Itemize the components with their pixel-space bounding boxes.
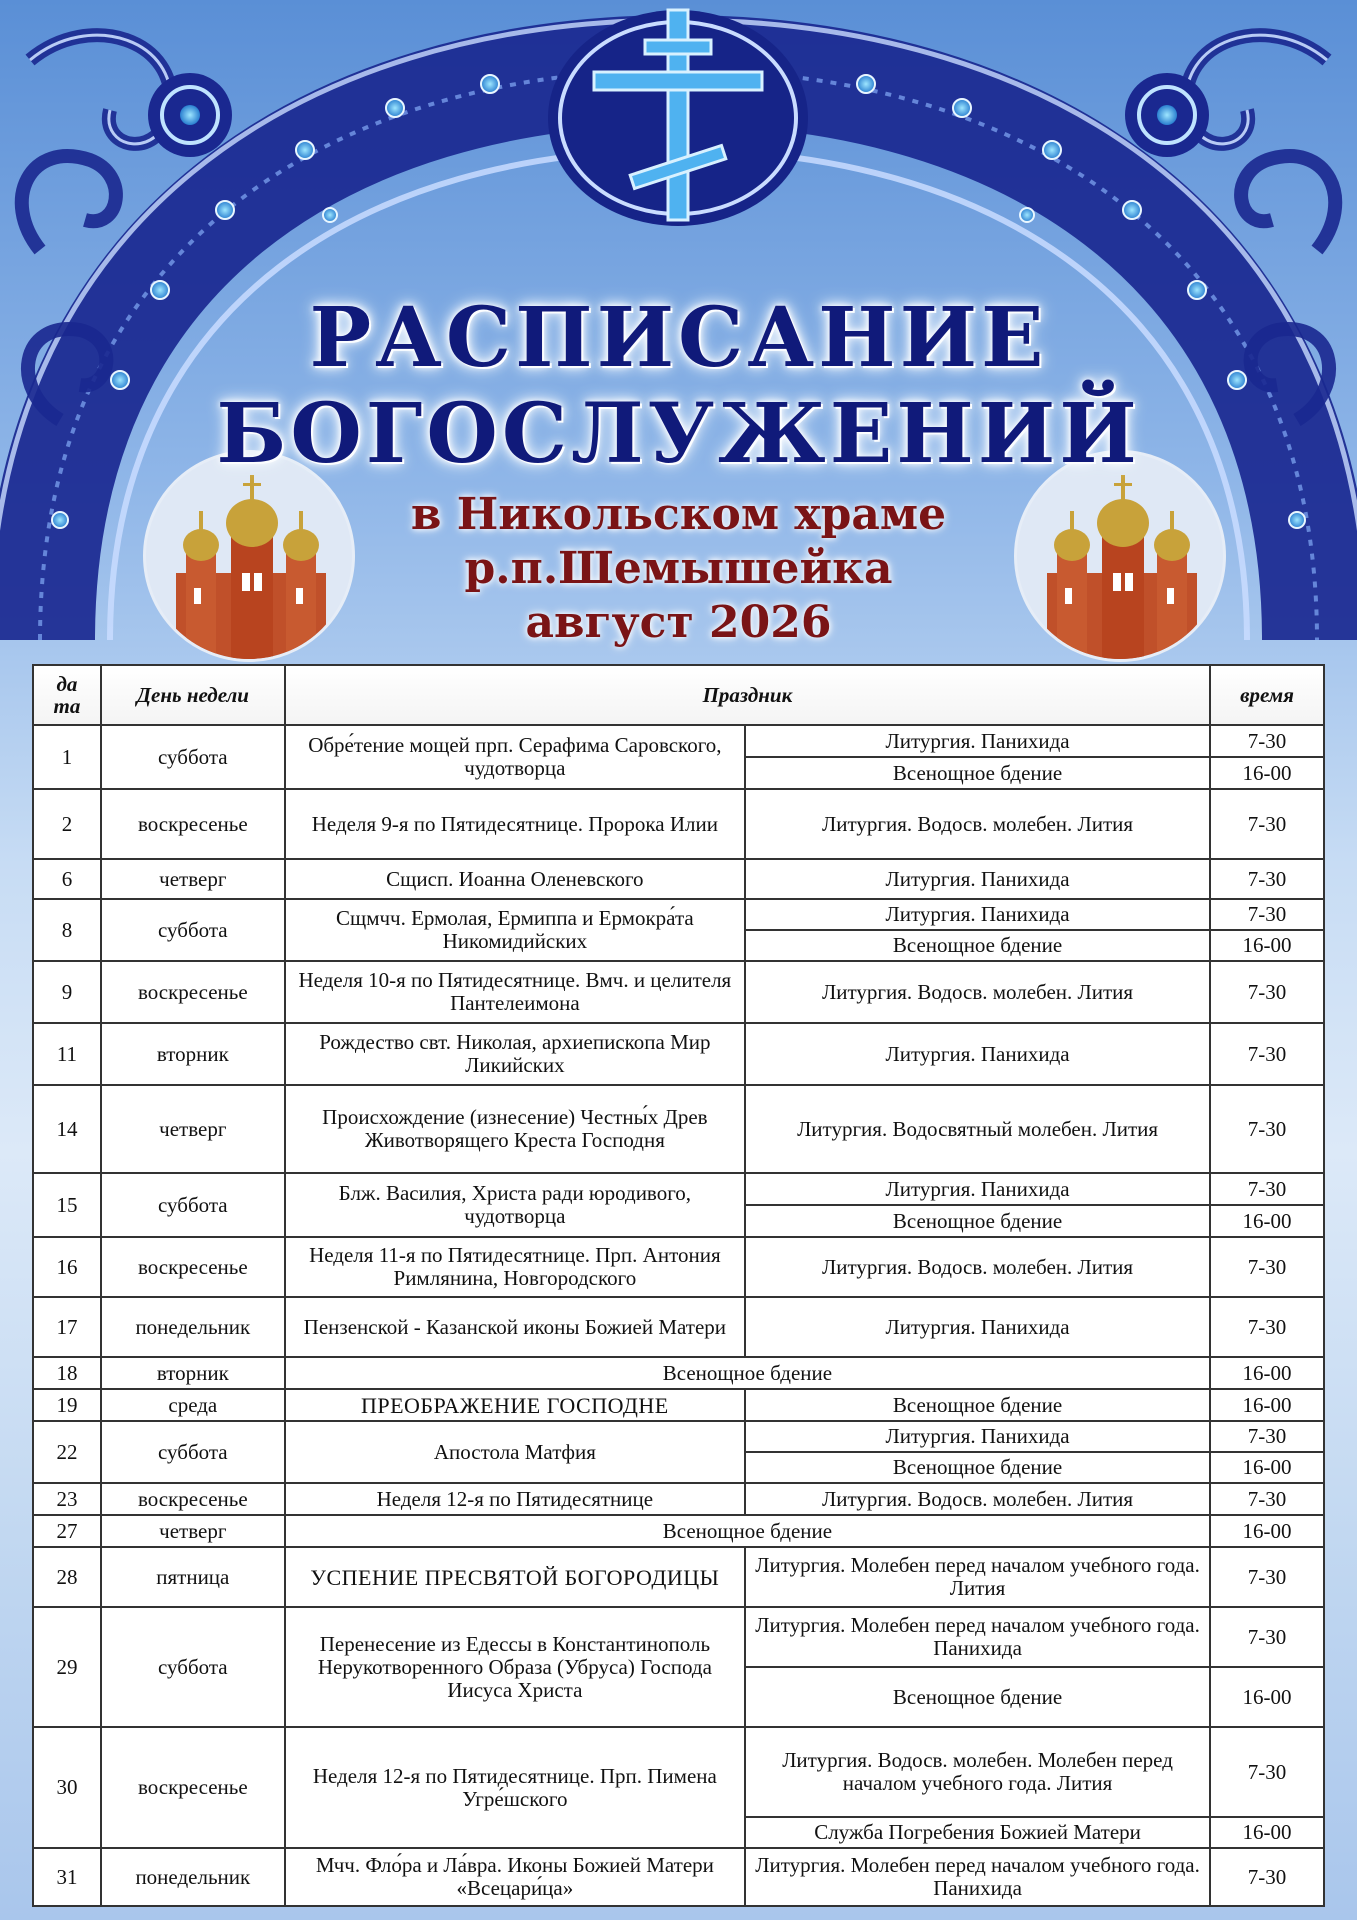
schedule-table <box>32 664 1325 1907</box>
cell-day: пятница <box>101 1547 285 1607</box>
cell-feast: Неделя 9-я по Пятидесятнице. Пророка Илии <box>285 789 745 859</box>
cell-day: воскресенье <box>101 1483 285 1515</box>
table-row <box>33 1421 1324 1452</box>
table-header-row <box>33 665 1324 725</box>
cell-service: Литургия. Панихида <box>745 859 1210 899</box>
cell-feast: Обре́тение мощей прп. Серафима Саровского, чудотворца <box>285 725 745 789</box>
cell-day: суббота <box>101 1173 285 1237</box>
table-row <box>33 725 1324 757</box>
cell-day: вторник <box>101 1357 285 1389</box>
cell-date: 17 <box>33 1297 101 1357</box>
cell-time: 7-30 <box>1210 1297 1324 1357</box>
cell-date: 16 <box>33 1237 101 1297</box>
table-row <box>33 1848 1324 1906</box>
cell-time: 16-00 <box>1210 1817 1324 1848</box>
table-row <box>33 1727 1324 1817</box>
cell-date: 1 <box>33 725 101 789</box>
header-day: День недели <box>101 665 285 725</box>
cell-time: 16-00 <box>1210 1389 1324 1421</box>
cell-day: суббота <box>101 899 285 961</box>
cell-service: Литургия. Молебен перед началом учебного года. Панихида <box>745 1848 1210 1906</box>
cell-feast: Блж. Василия, Христа ради юродивого, чудотворца <box>285 1173 745 1237</box>
church-name: в Никольском храме <box>410 489 947 540</box>
cell-day: воскресенье <box>101 961 285 1023</box>
cell-time: 7-30 <box>1210 725 1324 757</box>
cell-feast: Перенесение из Едессы в Константинополь Нерукотворенного Образа (Убруса) Господа Иисуса Христа <box>285 1607 745 1727</box>
cell-feast: Неделя 10-я по Пятидесятнице. Вмч. и целителя Пантелеимона <box>285 961 745 1023</box>
cell-time: 16-00 <box>1210 1357 1324 1389</box>
cell-time: 7-30 <box>1210 899 1324 930</box>
cell-feast: Пензенской - Казанской иконы Божией Матери <box>285 1297 745 1357</box>
cell-day: суббота <box>101 1607 285 1727</box>
cell-time: 7-30 <box>1210 1023 1324 1085</box>
cell-date: 22 <box>33 1421 101 1483</box>
header-date: да та <box>33 665 101 725</box>
cell-date: 19 <box>33 1389 101 1421</box>
cell-service: Литургия. Водосв. молебен. Лития <box>745 1483 1210 1515</box>
cell-service: Всенощное бдение <box>745 930 1210 961</box>
cell-time: 7-30 <box>1210 1421 1324 1452</box>
cell-feast: Происхождение (изнесение) Честны́х Древ Животворящего Креста Господня <box>285 1085 745 1173</box>
cell-time: 16-00 <box>1210 930 1324 961</box>
table-row <box>33 1173 1324 1205</box>
cell-day: четверг <box>101 859 285 899</box>
cell-date: 15 <box>33 1173 101 1237</box>
cell-time: 7-30 <box>1210 1483 1324 1515</box>
cell-service-merged: Всенощное бдение <box>285 1515 1210 1547</box>
cell-day: понедельник <box>101 1848 285 1906</box>
cell-feast: Мчч. Фло́ра и Ла́вра. Иконы Божией Матери «Всецари́ца» <box>285 1848 745 1906</box>
cell-time: 7-30 <box>1210 1727 1324 1817</box>
cell-feast: Сщмчч. Ермолая, Ермиппа и Ермокра́та Никомидийских <box>285 899 745 961</box>
cell-date: 28 <box>33 1547 101 1607</box>
table-row <box>33 789 1324 859</box>
table-row <box>33 1389 1324 1421</box>
cell-day: воскресенье <box>101 1237 285 1297</box>
cell-service: Литургия. Водосв. молебен. Молебен перед началом учебного года. Лития <box>745 1727 1210 1817</box>
cell-service: Всенощное бдение <box>745 1205 1210 1237</box>
cell-date: 8 <box>33 899 101 961</box>
page-title-line2: БОГОСЛУЖЕНИЙ <box>216 386 1141 482</box>
cell-day: понедельник <box>101 1297 285 1357</box>
cell-time: 16-00 <box>1210 1452 1324 1483</box>
cell-service: Литургия. Панихида <box>745 1421 1210 1452</box>
cell-time: 7-30 <box>1210 1237 1324 1297</box>
cell-time: 7-30 <box>1210 1085 1324 1173</box>
header-banner <box>0 0 1357 662</box>
header-time: время <box>1210 665 1324 725</box>
cell-service: Литургия. Панихида <box>745 1173 1210 1205</box>
cell-date: 11 <box>33 1023 101 1085</box>
cell-feast: Неделя 11-я по Пятидесятнице. Прп. Антония Римлянина, Новгородского <box>285 1237 745 1297</box>
cell-time: 7-30 <box>1210 1848 1324 1906</box>
cell-time: 7-30 <box>1210 961 1324 1023</box>
cell-date: 31 <box>33 1848 101 1906</box>
cell-feast: Неделя 12-я по Пятидесятнице. Прп. Пимена Угре́шского <box>285 1727 745 1848</box>
table-row <box>33 1023 1324 1085</box>
cell-date: 29 <box>33 1607 101 1727</box>
table-row <box>33 1357 1324 1389</box>
cell-time: 7-30 <box>1210 859 1324 899</box>
cell-feast: ПРЕОБРАЖЕНИЕ ГОСПОДНЕ <box>285 1389 745 1421</box>
cell-date: 14 <box>33 1085 101 1173</box>
cell-day: четверг <box>101 1515 285 1547</box>
title-block <box>0 290 1357 650</box>
cell-time: 7-30 <box>1210 1173 1324 1205</box>
cell-service: Всенощное бдение <box>745 1389 1210 1421</box>
cell-time: 7-30 <box>1210 1607 1324 1667</box>
table-row <box>33 859 1324 899</box>
table-row <box>33 1547 1324 1607</box>
cell-service: Литургия. Водосвятный молебен. Лития <box>745 1085 1210 1173</box>
cell-day: воскресенье <box>101 789 285 859</box>
cell-service: Литургия. Молебен перед началом учебного года. Лития <box>745 1547 1210 1607</box>
cell-feast: УСПЕНИЕ ПРЕСВЯТОЙ БОГОРОДИЦЫ <box>285 1547 745 1607</box>
cell-feast: Апостола Матфия <box>285 1421 745 1483</box>
cell-date: 9 <box>33 961 101 1023</box>
cell-time: 16-00 <box>1210 1205 1324 1237</box>
cell-service-merged: Всенощное бдение <box>285 1357 1210 1389</box>
cell-service: Всенощное бдение <box>745 757 1210 789</box>
cell-service: Литургия. Панихида <box>745 1023 1210 1085</box>
table-row <box>33 1237 1324 1297</box>
cell-date: 27 <box>33 1515 101 1547</box>
cell-day: суббота <box>101 1421 285 1483</box>
cell-day: суббота <box>101 725 285 789</box>
table-row <box>33 1515 1324 1547</box>
table-row <box>33 1483 1324 1515</box>
table-row <box>33 1607 1324 1667</box>
cell-service: Всенощное бдение <box>745 1667 1210 1727</box>
cell-feast: Сщисп. Иоанна Оленевского <box>285 859 745 899</box>
cell-service: Литургия. Панихида <box>745 899 1210 930</box>
cell-time: 16-00 <box>1210 1667 1324 1727</box>
cell-time: 16-00 <box>1210 1515 1324 1547</box>
cell-service: Литургия. Молебен перед началом учебного года. Панихида <box>745 1607 1210 1667</box>
cell-service: Литургия. Водосв. молебен. Лития <box>745 961 1210 1023</box>
cell-feast: Неделя 12-я по Пятидесятнице <box>285 1483 745 1515</box>
locality-name: р.п.Шемышейка <box>464 543 893 594</box>
cell-date: 18 <box>33 1357 101 1389</box>
cell-date: 6 <box>33 859 101 899</box>
cell-date: 30 <box>33 1727 101 1848</box>
table-row <box>33 1085 1324 1173</box>
cell-date: 23 <box>33 1483 101 1515</box>
cell-date: 2 <box>33 789 101 859</box>
header-feast: Праздник <box>285 665 1210 725</box>
table-row <box>33 1297 1324 1357</box>
table-row <box>33 961 1324 1023</box>
cell-day: четверг <box>101 1085 285 1173</box>
cell-day: воскресенье <box>101 1727 285 1848</box>
page-title-line1: РАСПИСАНИЕ <box>309 290 1048 386</box>
cell-service: Литургия. Водосв. молебен. Лития <box>745 789 1210 859</box>
cell-feast: Рождество свт. Николая, архиепископа Мир Ликийских <box>285 1023 745 1085</box>
cell-day: вторник <box>101 1023 285 1085</box>
cell-service: Литургия. Панихида <box>745 1297 1210 1357</box>
cell-day: среда <box>101 1389 285 1421</box>
cell-time: 7-30 <box>1210 789 1324 859</box>
cell-service: Литургия. Панихида <box>745 725 1210 757</box>
cell-service: Служба Погребения Божией Матери <box>745 1817 1210 1848</box>
cell-time: 7-30 <box>1210 1547 1324 1607</box>
month-year: август 2026 <box>525 597 832 648</box>
cell-service: Литургия. Водосв. молебен. Лития <box>745 1237 1210 1297</box>
table-row <box>33 899 1324 930</box>
cell-time: 16-00 <box>1210 757 1324 789</box>
cell-service: Всенощное бдение <box>745 1452 1210 1483</box>
